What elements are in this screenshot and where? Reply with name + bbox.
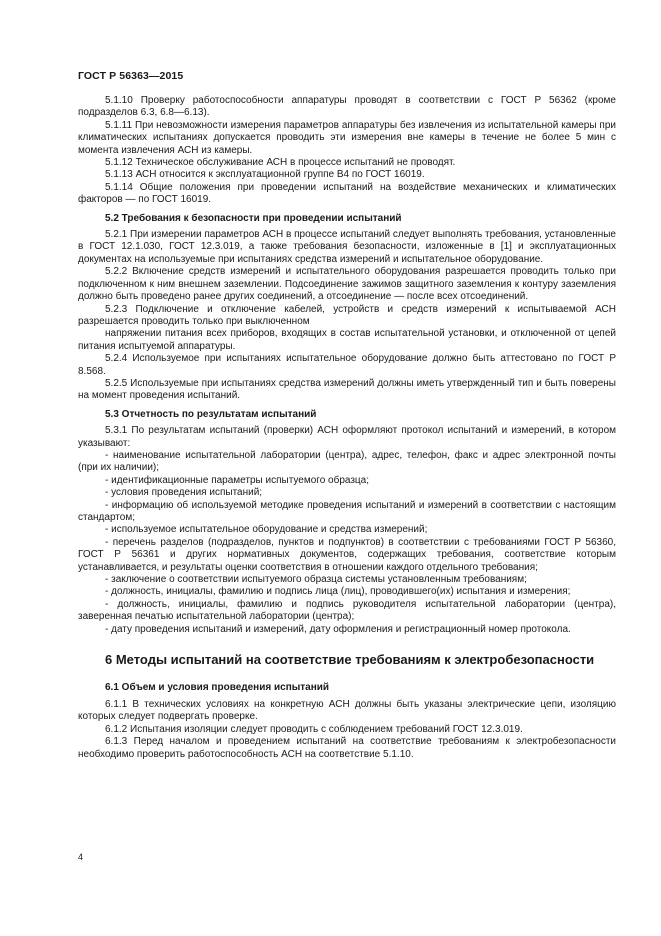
list-item: - идентификационные параметры испытуемого образца; [105,474,369,486]
paragraph-5-1-11: 5.1.11 При невозможности измерения параметров аппаратуры без извлечения из испытательной камеры при климатических испытаниях допускается проводить эти измерения вне камеры в течение не более 5 мин с момента извлечения АСН из камеры. [78,119,616,156]
paragraph-5-2-3: 5.2.3 Подключение и отключение кабелей, устройств и средств измерений к испытываемой АСН разрешается проводить только при выключенном [78,303,616,327]
list-item: - перечень разделов (подразделов, пунктов и подпунктов) в соответствии с требованиями ГОСТ Р 56360, ГОСТ Р 56361 и других нормативных документов, содержащих требования, соответствие которым устанавливается, и результаты оценки соответствия в отношении каждого отдельного требования; [78,536,616,573]
section-heading-5-3: 5.3 Отчетность по результатам испытаний [105,408,317,420]
paragraph-6-1-2: 6.1.2 Испытания изоляции следует проводить с соблюдением требований ГОСТ 12.3.019. [105,723,523,735]
paragraph-6-1-1: 6.1.1 В технических условиях на конкретную АСН должны быть указаны электрические цепи, изоляцию которых следует подвергать проверке. [78,698,616,723]
list-item: - заключение о соответствии испытуемого образца системы установленным требованиям; [105,574,527,586]
paragraph-5-2-2: 5.2.2 Включение средств измерений и испытательного оборудования разрешается проводить только при подключенном к ним внешнем заземлении. Подсоединение зажимов защитного заземления к контуру заземления должно быть проведено ранее других соединений, а отсоединение — после всех отсоединений. [78,266,616,303]
paragraph-5-2-4: 5.2.4 Используемое при испытаниях испытательное оборудование должно быть аттестовано по ГОСТ Р 8.568. [78,353,616,377]
section-heading-6: 6 Методы испытаний на соответствие требованиям к электробезопасности [105,652,595,668]
section-heading-5-2: 5.2 Требования к безопасности при проведении испытаний [105,212,402,224]
section-heading-6-1: 6.1 Объем и условия проведения испытаний [105,681,330,693]
list-item: - используемое испытательное оборудование и средства измерений; [105,524,428,536]
list-item: - наименование испытательной лаборатории (центра), адрес, телефон, факс и адрес электронной почты (при их наличии); [78,449,616,474]
paragraph-5-2-5: 5.2.5 Используемые при испытаниях средства измерений должны иметь утвержденный тип и быть поверены на момент проведения испытаний. [78,377,616,402]
paragraph-5-3-1: 5.3.1 По результатам испытаний (проверки) АСН оформляют протокол испытаний и измерений, в котором указывают: [78,425,616,449]
paragraph-5-2-1: 5.2.1 При измерении параметров АСН в процессе испытаний следует выполнять требования, установленные в ГОСТ 12.1.030, ГОСТ 12.3.019, а также требования безопасности, изложенные в [1] и эксплуатационных документах на используемые при испытаниях средства измерений и испытательное оборудование. [78,229,616,265]
paragraph-5-1-14: 5.1.14 Общие положения при проведении испытаний на воздействие механических и климатических факторов — по ГОСТ 16019. [78,181,616,206]
paragraph-5-1-10: 5.1.10 Проверку работоспособности аппаратуры проводят в соответствии с ГОСТ Р 56362 (кроме подразделов 6.3, 6.8—6.13). [78,95,616,119]
paragraph-5-1-13: 5.1.13 АСН относится к эксплуатационной группе В4 по ГОСТ 16019. [105,169,425,181]
paragraph-5-1-12: 5.1.12 Техническое обслуживание АСН в процессе испытаний не проводят. [105,157,456,169]
page-number: 4 [78,852,84,862]
list-item: - дату проведения испытаний и измерений, дату оформления и регистрационный номер протокола. [105,623,571,635]
document-body [78,95,616,761]
list-item: - должность, инициалы, фамилию и подпись лица (лиц), проводившего(их) испытания и измерения; [105,586,571,598]
list-item: - должность, инициалы, фамилию и подпись руководителя испытательной лаборатории (центра), заверенная печатью испытательной лаборатории (центра); [78,598,616,623]
paragraph-5-2-3-continuation: напряжении питания всех приборов, входящих в состав испытательной установки, и отключенной от цепей питания испытуемой аппаратуры. [78,328,616,352]
list-item: - информацию об используемой методике проведения испытаний и измерений в соответствии с настоящим стандартом; [78,499,616,523]
list-item: - условия проведения испытаний; [105,487,263,499]
document-code-header: ГОСТ Р 56363—2015 [78,70,184,82]
paragraph-6-1-3: 6.1.3 Перед началом и проведением испытаний на соответствие требованиям к электробезопасности необходимо проверить работоспособность АСН на соответствие 5.1.10. [78,736,616,760]
